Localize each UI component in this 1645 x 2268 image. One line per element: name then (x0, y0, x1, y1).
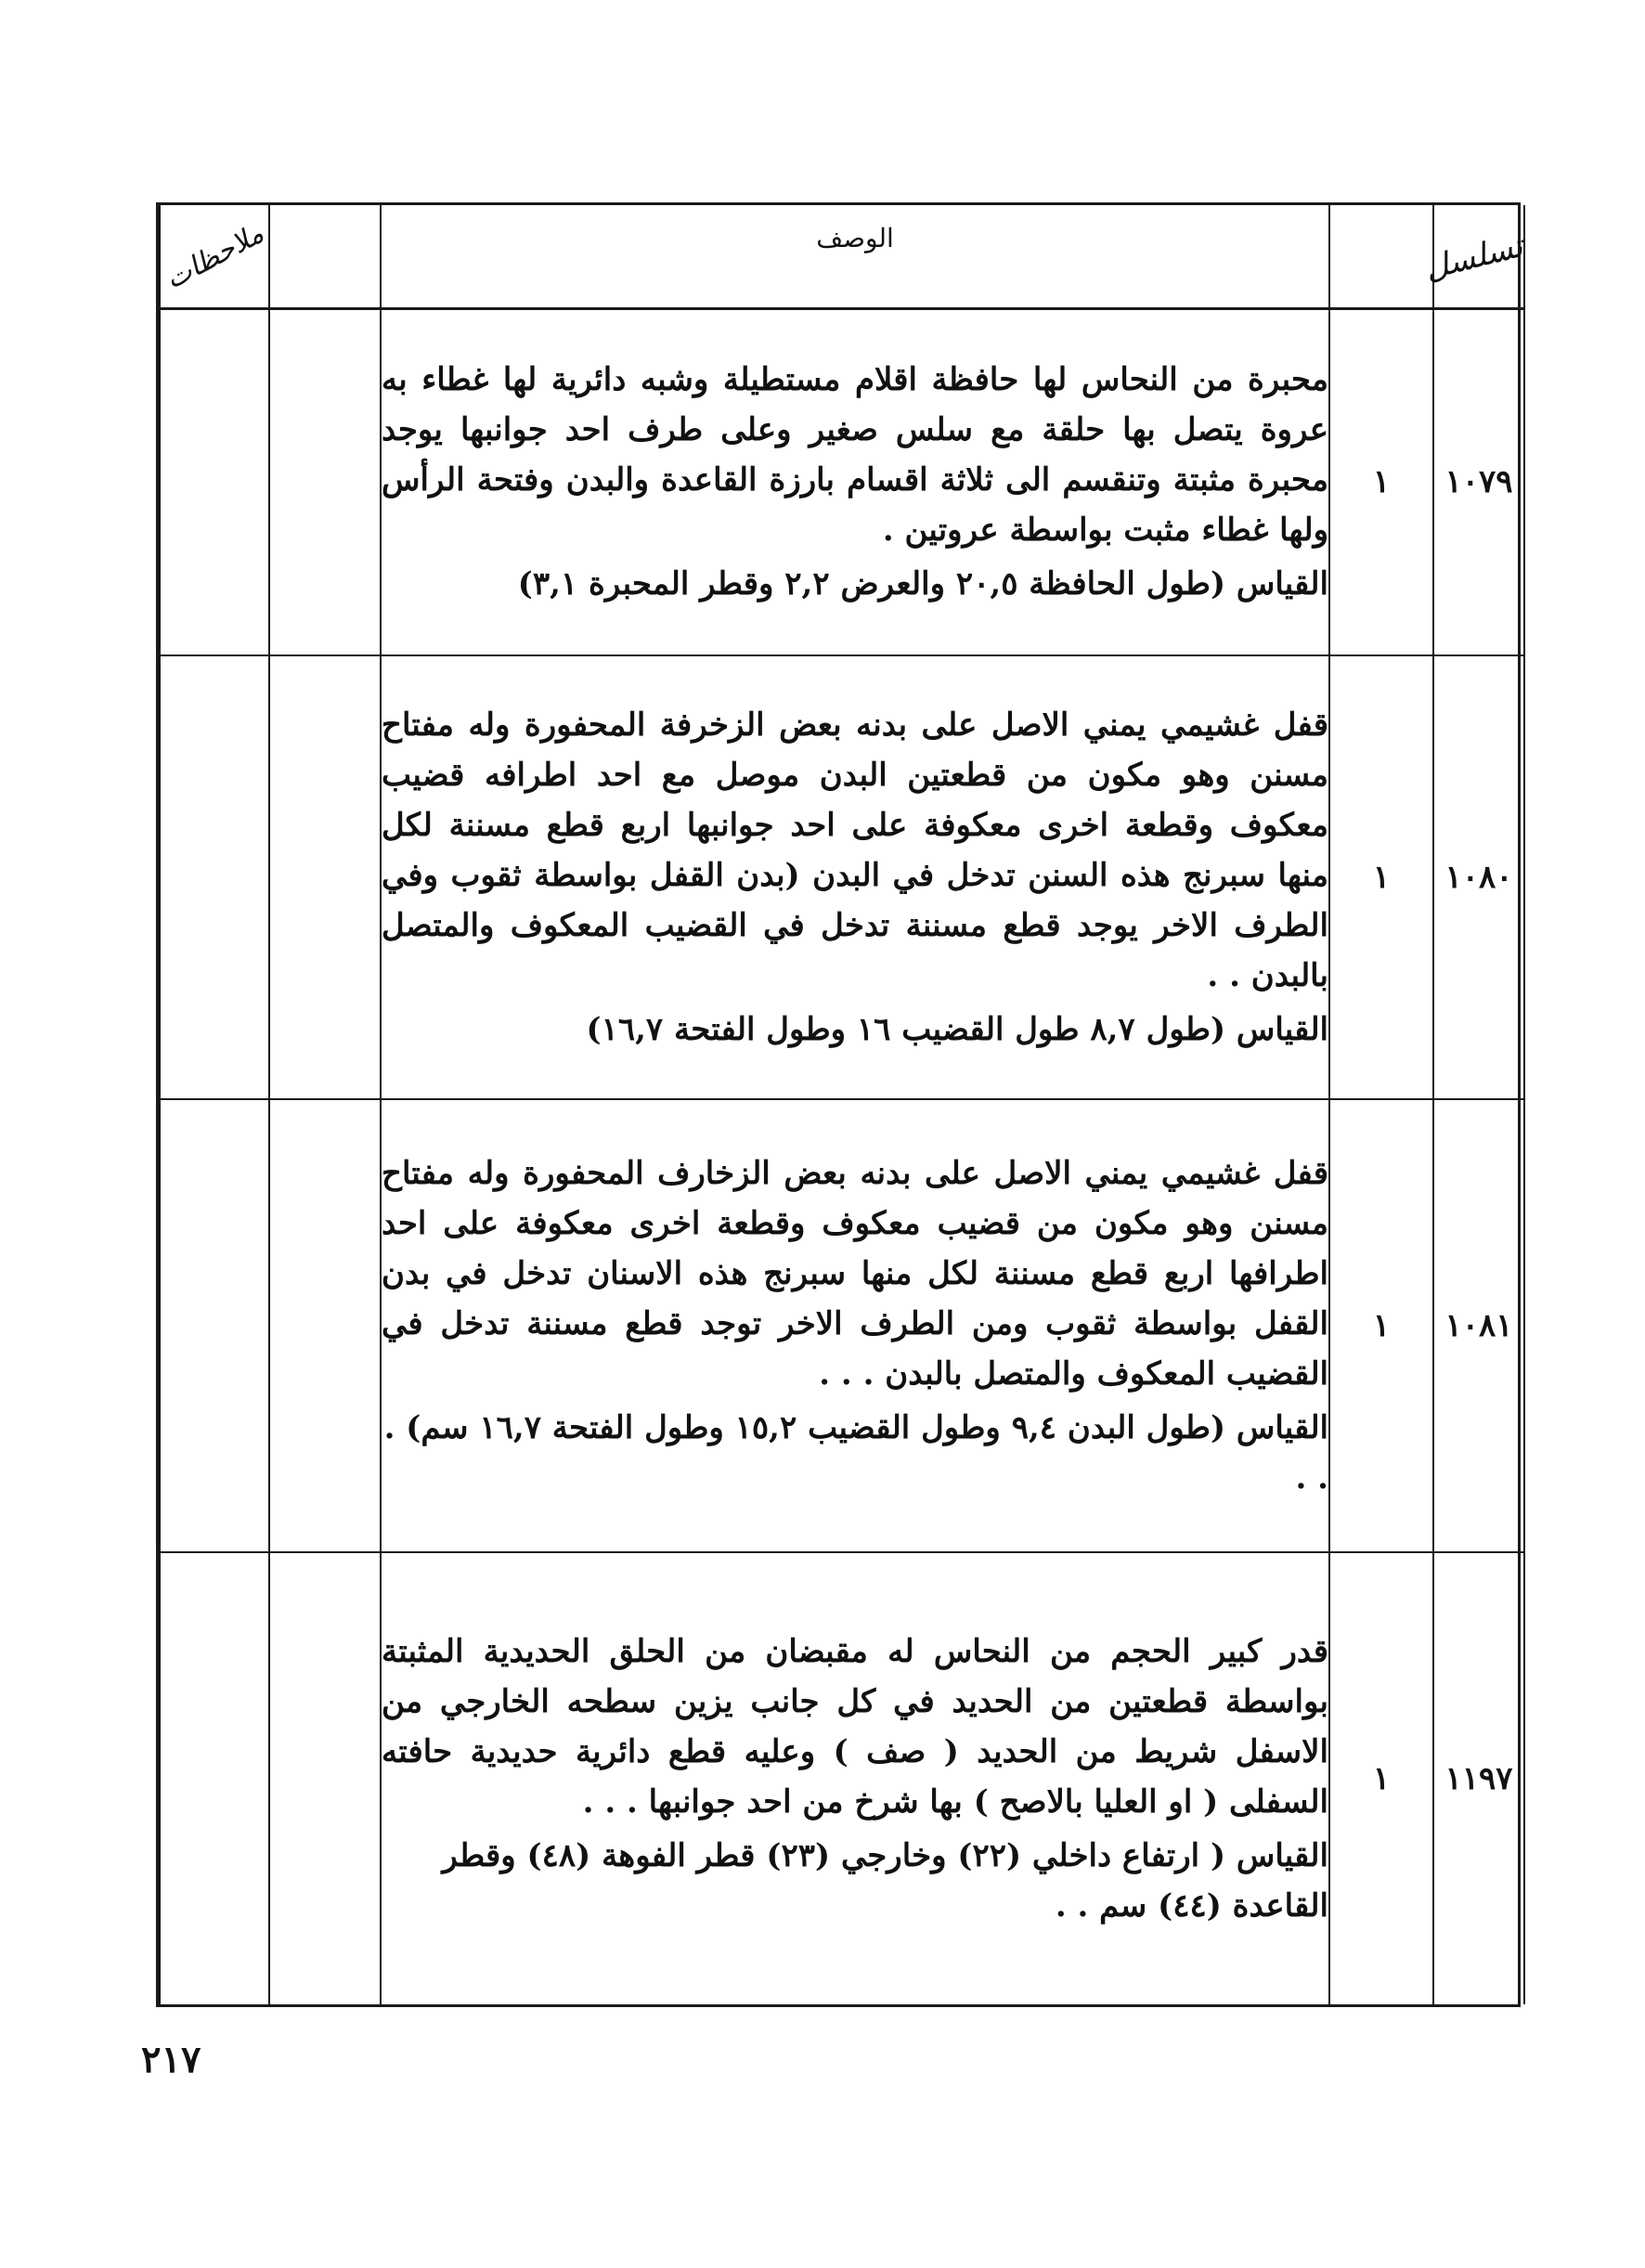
measurement-text: القياس (طول الحافظة ٢٠,٥ والعرض ٢,٢ وقطر المحبرة ٣,١) (517, 565, 1328, 603)
count-cell: ١ (1329, 309, 1433, 655)
page-number: ٢١٧ (141, 2038, 201, 2081)
header-description-label: الوصف (816, 222, 894, 253)
description-cell (381, 309, 1329, 655)
description-cell (381, 655, 1329, 1099)
table-row (160, 1099, 1524, 1552)
notes-cell (160, 1552, 269, 2005)
measurement-text: القياس (طول ٨,٧ طول القضيب ١٦ وطول الفتحة ١٦,٧) (586, 1010, 1328, 1048)
description-cell (381, 1552, 1329, 2005)
blank-cell (269, 1099, 381, 1552)
description-text: قفل غشيمي يمني الاصل على بدنه بعض الزخرفة المحفورة وله مفتاح مسنن وهو مكون من قطعتين البدن موصل مع احد اطرافه قضيب معكوف وقطعة اخرى معكوفة على احد جوانبها اربع قطع مسننة لكل منها سبرنج هذه السنن تدخل في البدن (بدن القفل بواسطة ثقوب وفي الطرف الاخر يوجد قطع مسننة تدخل في القضيب المعكوف والمتصل بالبدن . . (382, 706, 1328, 994)
count-cell: ١ (1329, 1099, 1433, 1552)
count-cell: ١ (1329, 655, 1433, 1099)
header-serial (1420, 205, 1527, 309)
header-notes-label: ملاحظات (160, 216, 269, 296)
header-blank (269, 205, 381, 309)
register-table-frame (156, 202, 1527, 2007)
notes-cell (160, 1099, 269, 1552)
header-serial-label: تسلسل (1420, 227, 1527, 288)
serial-cell: ١٠٨١ (1433, 1099, 1524, 1552)
table-header-row (160, 205, 1524, 309)
serial-cell: ١٠٨٠ (1433, 655, 1524, 1099)
notes-cell (160, 655, 269, 1099)
blank-cell (269, 655, 381, 1099)
description-text: محبرة من النحاس لها حافظة اقلام مستطيلة وشبه دائرية لها غطاء به عروة يتصل بها حلقة مع سلس صغير وعلى طرف احد جوانبها يوجد محبرة مثبتة وتنقسم الى ثلاثة اقسام بارزة القاعدة والبدن وفتحة الرأس ولها غطاء مثبت بواسطة عروتين . (382, 361, 1328, 550)
register-table (159, 205, 1525, 2004)
table-row (160, 309, 1524, 655)
serial-cell: ١٠٧٩ (1433, 309, 1524, 655)
description-text: قفل غشيمي يمني الاصل على بدنه بعض الزخارف المحفورة وله مفتاح مسنن وهو مكون من قضيب معكوف وقطعة اخرى معكوفة على احد اطرافها اربع قطع مسننة لكل منها سبرنج هذه الاسنان تدخل في بدن القفل بواسطة ثقوب ومن الطرف الاخر توجد قطع مسننة تدخل في القضيب المعكوف والمتصل بالبدن . . . (382, 1154, 1328, 1393)
blank-cell (269, 1552, 381, 2005)
description-text: قدر كبير الحجم من النحاس له مقبضان من الحلق الحديدية المثبتة بواسطة قطعتين من الحديد في كل جانب يزين سطحه الخارجي من الاسفل شريط من الحديد ( صف ) وعليه قطع دائرية حديدية حافته السفلى ( او العليا بالاصح ) بها شرخ من احد جوانبها . . . (382, 1632, 1328, 1821)
measurement-text: القياس ( ارتفاع داخلي (٢٢) وخارجي (٢٣) قطر الفوهة (٤٨) وقطر القاعدة (٤٤) سم . . (442, 1836, 1328, 1925)
count-cell: ١ (1329, 1552, 1433, 2005)
header-count (1329, 205, 1433, 309)
table-row (160, 655, 1524, 1099)
serial-cell: ١١٩٧ (1433, 1552, 1524, 2005)
table-row (160, 1552, 1524, 2005)
notes-cell (160, 309, 269, 655)
measurement-text: القياس (طول البدن ٩,٤ وطول القضيب ١٥,٢ وطول الفتحة ١٦,٧ سم) . . . (383, 1408, 1328, 1497)
blank-cell (269, 309, 381, 655)
header-description (381, 205, 1329, 309)
description-cell (381, 1099, 1329, 1552)
header-notes (160, 205, 269, 309)
